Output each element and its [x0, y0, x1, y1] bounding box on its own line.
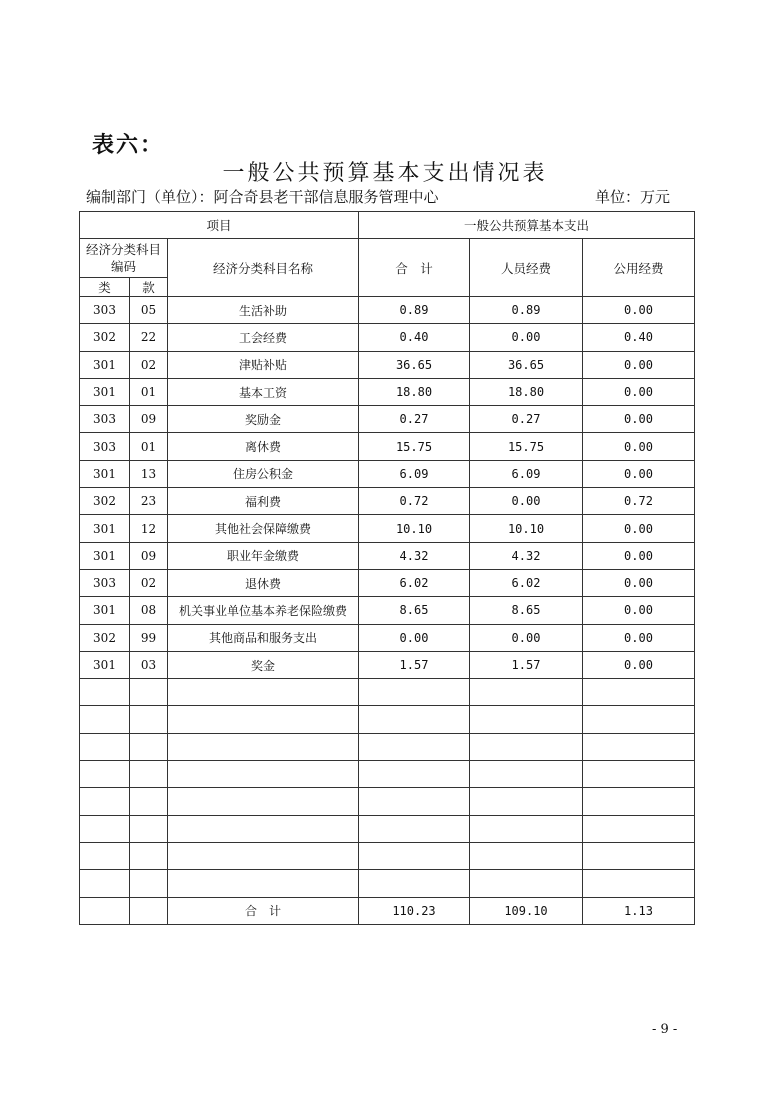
empty-row — [80, 870, 695, 897]
cell-public: 0.00 — [583, 297, 695, 324]
cell-kuan: 23 — [130, 488, 168, 515]
cell-name: 奖金 — [168, 651, 359, 678]
footer-total: 110.23 — [359, 897, 470, 924]
empty-cell — [80, 842, 130, 869]
cell-lei: 302 — [80, 324, 130, 351]
empty-cell — [359, 870, 470, 897]
cell-kuan: 09 — [130, 406, 168, 433]
table-row — [80, 569, 695, 596]
cell-name: 奖励金 — [168, 406, 359, 433]
empty-cell — [583, 679, 695, 706]
header-total: 合 计 — [359, 239, 470, 297]
cell-public: 0.40 — [583, 324, 695, 351]
cell-lei: 303 — [80, 297, 130, 324]
cell-lei: 301 — [80, 351, 130, 378]
cell-total: 0.27 — [359, 406, 470, 433]
empty-cell — [80, 870, 130, 897]
cell-personnel: 1.57 — [470, 651, 583, 678]
empty-cell — [168, 842, 359, 869]
header-kuan: 款 — [130, 278, 168, 297]
cell-total: 4.32 — [359, 542, 470, 569]
empty-cell — [583, 815, 695, 842]
table-row — [80, 624, 695, 651]
cell-kuan: 12 — [130, 515, 168, 542]
cell-public: 0.00 — [583, 569, 695, 596]
cell-personnel: 15.75 — [470, 433, 583, 460]
cell-kuan: 08 — [130, 597, 168, 624]
cell-kuan: 22 — [130, 324, 168, 351]
empty-cell — [168, 788, 359, 815]
cell-public: 0.00 — [583, 542, 695, 569]
empty-row — [80, 842, 695, 869]
table-row — [80, 378, 695, 405]
cell-lei: 302 — [80, 488, 130, 515]
cell-personnel: 8.65 — [470, 597, 583, 624]
cell-personnel: 0.00 — [470, 624, 583, 651]
header-name: 经济分类科目名称 — [168, 239, 359, 297]
cell-kuan: 13 — [130, 460, 168, 487]
cell-name: 住房公积金 — [168, 460, 359, 487]
empty-row — [80, 815, 695, 842]
cell-personnel: 0.89 — [470, 297, 583, 324]
cell-public: 0.00 — [583, 433, 695, 460]
table-body — [80, 297, 695, 898]
empty-cell — [359, 733, 470, 760]
cell-name: 职业年金缴费 — [168, 542, 359, 569]
empty-cell — [359, 842, 470, 869]
footer-public: 1.13 — [583, 897, 695, 924]
cell-lei: 303 — [80, 406, 130, 433]
empty-cell — [359, 815, 470, 842]
table-row — [80, 542, 695, 569]
empty-row — [80, 761, 695, 788]
cell-public: 0.00 — [583, 624, 695, 651]
cell-lei: 301 — [80, 651, 130, 678]
table-label: 表六： — [92, 132, 165, 158]
cell-total: 10.10 — [359, 515, 470, 542]
header-public: 公用经费 — [583, 239, 695, 297]
empty-cell — [168, 679, 359, 706]
table-row — [80, 351, 695, 378]
cell-lei: 301 — [80, 460, 130, 487]
cell-personnel: 6.02 — [470, 569, 583, 596]
table-row — [80, 597, 695, 624]
empty-cell — [470, 842, 583, 869]
cell-lei: 301 — [80, 378, 130, 405]
cell-total: 6.09 — [359, 460, 470, 487]
empty-cell — [359, 679, 470, 706]
empty-row — [80, 733, 695, 760]
cell-kuan: 99 — [130, 624, 168, 651]
empty-cell — [130, 788, 168, 815]
cell-public: 0.00 — [583, 378, 695, 405]
empty-cell — [583, 706, 695, 733]
cell-name: 离休费 — [168, 433, 359, 460]
cell-public: 0.00 — [583, 515, 695, 542]
cell-total: 8.65 — [359, 597, 470, 624]
cell-total: 0.72 — [359, 488, 470, 515]
cell-public: 0.00 — [583, 351, 695, 378]
empty-cell — [359, 761, 470, 788]
empty-cell — [168, 815, 359, 842]
cell-public: 0.00 — [583, 460, 695, 487]
empty-cell — [80, 815, 130, 842]
table-row — [80, 488, 695, 515]
empty-cell — [583, 842, 695, 869]
empty-cell — [80, 733, 130, 760]
cell-total: 36.65 — [359, 351, 470, 378]
cell-name: 退休费 — [168, 569, 359, 596]
empty-cell — [583, 761, 695, 788]
cell-kuan: 02 — [130, 569, 168, 596]
cell-kuan: 01 — [130, 433, 168, 460]
cell-total: 0.00 — [359, 624, 470, 651]
footer-kuan — [130, 897, 168, 924]
cell-public: 0.00 — [583, 651, 695, 678]
header-code-group: 经济分类科目编码 — [80, 239, 168, 278]
footer-label: 合 计 — [168, 897, 359, 924]
cell-total: 6.02 — [359, 569, 470, 596]
cell-kuan: 02 — [130, 351, 168, 378]
cell-name: 其他社会保障缴费 — [168, 515, 359, 542]
empty-cell — [130, 842, 168, 869]
cell-name: 基本工资 — [168, 378, 359, 405]
table-footer — [80, 897, 695, 924]
cell-kuan: 01 — [130, 378, 168, 405]
cell-kuan: 09 — [130, 542, 168, 569]
empty-cell — [168, 733, 359, 760]
cell-personnel: 0.27 — [470, 406, 583, 433]
cell-lei: 301 — [80, 542, 130, 569]
header-personnel: 人员经费 — [470, 239, 583, 297]
footer-lei — [80, 897, 130, 924]
cell-lei: 302 — [80, 624, 130, 651]
empty-cell — [359, 706, 470, 733]
empty-cell — [168, 706, 359, 733]
empty-cell — [130, 733, 168, 760]
cell-kuan: 03 — [130, 651, 168, 678]
footer-personnel: 109.10 — [470, 897, 583, 924]
cell-public: 0.00 — [583, 597, 695, 624]
page-title: 一般公共预算基本支出情况表 — [222, 161, 548, 186]
empty-cell — [130, 706, 168, 733]
header-item: 项目 — [80, 212, 359, 239]
empty-cell — [80, 788, 130, 815]
empty-cell — [80, 679, 130, 706]
header-lei: 类 — [80, 278, 130, 297]
cell-personnel: 4.32 — [470, 542, 583, 569]
cell-name: 机关事业单位基本养老保险缴费 — [168, 597, 359, 624]
table-row — [80, 651, 695, 678]
empty-cell — [359, 788, 470, 815]
empty-cell — [130, 679, 168, 706]
empty-row — [80, 679, 695, 706]
table-row — [80, 406, 695, 433]
org-unit-line — [86, 186, 670, 207]
empty-row — [80, 706, 695, 733]
table-row — [80, 460, 695, 487]
table-row — [80, 297, 695, 324]
cell-name: 福利费 — [168, 488, 359, 515]
cell-lei: 303 — [80, 433, 130, 460]
empty-cell — [470, 761, 583, 788]
cell-total: 1.57 — [359, 651, 470, 678]
cell-lei: 301 — [80, 515, 130, 542]
empty-cell — [470, 679, 583, 706]
empty-row — [80, 788, 695, 815]
cell-total: 18.80 — [359, 378, 470, 405]
cell-name: 生活补助 — [168, 297, 359, 324]
cell-public: 0.00 — [583, 406, 695, 433]
cell-public: 0.72 — [583, 488, 695, 515]
empty-cell — [80, 761, 130, 788]
empty-cell — [470, 870, 583, 897]
cell-personnel: 10.10 — [470, 515, 583, 542]
empty-cell — [168, 761, 359, 788]
empty-cell — [470, 733, 583, 760]
empty-cell — [470, 706, 583, 733]
cell-personnel: 6.09 — [470, 460, 583, 487]
cell-name: 其他商品和服务支出 — [168, 624, 359, 651]
unit-label: 单位：万元 — [594, 188, 670, 206]
empty-cell — [130, 815, 168, 842]
cell-total: 0.89 — [359, 297, 470, 324]
empty-cell — [583, 788, 695, 815]
empty-cell — [168, 870, 359, 897]
table-row — [80, 433, 695, 460]
table-row — [80, 324, 695, 351]
empty-cell — [470, 815, 583, 842]
empty-cell — [583, 733, 695, 760]
cell-personnel: 36.65 — [470, 351, 583, 378]
empty-cell — [80, 706, 130, 733]
header-budget: 一般公共预算基本支出 — [359, 212, 695, 239]
cell-personnel: 18.80 — [470, 378, 583, 405]
cell-total: 15.75 — [359, 433, 470, 460]
cell-lei: 301 — [80, 597, 130, 624]
table-header — [80, 212, 695, 297]
empty-cell — [583, 870, 695, 897]
empty-cell — [130, 870, 168, 897]
cell-lei: 303 — [80, 569, 130, 596]
cell-personnel: 0.00 — [470, 324, 583, 351]
cell-name: 工会经费 — [168, 324, 359, 351]
org-name: 编制部门（单位）：阿合奇县老干部信息服务管理中心 — [86, 188, 439, 206]
table-row — [80, 515, 695, 542]
empty-cell — [470, 788, 583, 815]
empty-cell — [130, 761, 168, 788]
cell-kuan: 05 — [130, 297, 168, 324]
cell-total: 0.40 — [359, 324, 470, 351]
page-number: - 9 - — [652, 1022, 678, 1037]
cell-name: 津贴补贴 — [168, 351, 359, 378]
budget-table — [79, 211, 695, 925]
cell-personnel: 0.00 — [470, 488, 583, 515]
